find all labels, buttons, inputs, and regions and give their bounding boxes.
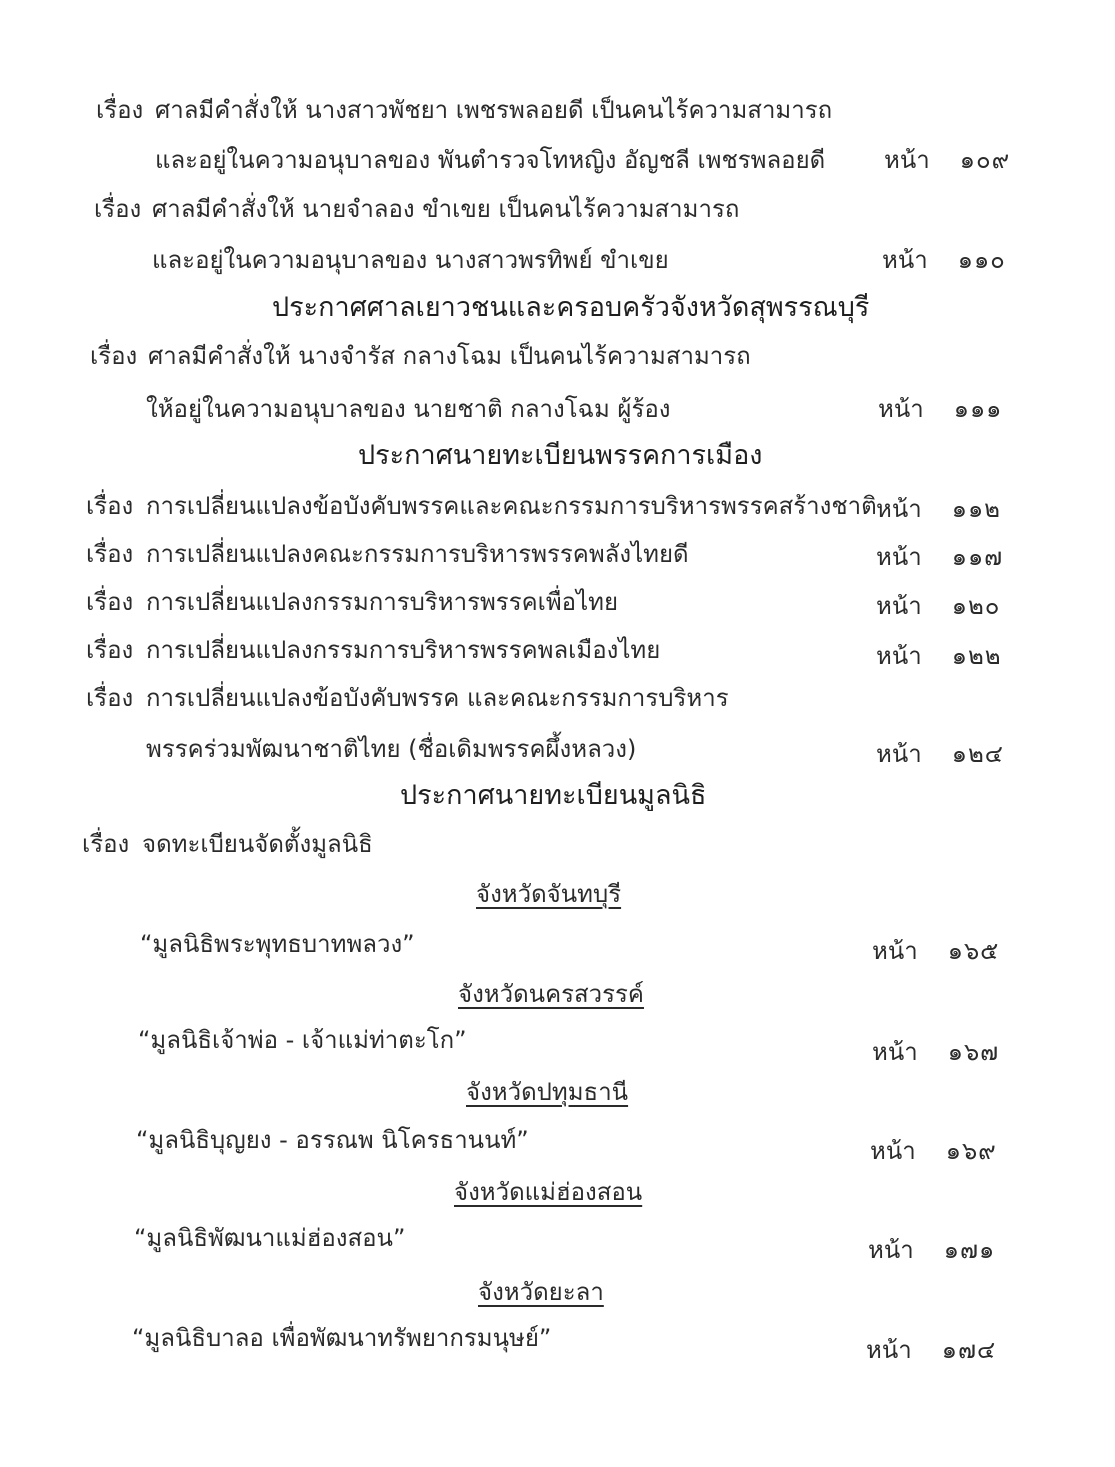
page-number: ๑๑๗	[951, 543, 1004, 571]
page-label: หน้า	[884, 146, 930, 174]
page-label: หน้า	[876, 543, 922, 571]
page-number: ๑๒๐	[951, 592, 1001, 620]
page-label: หน้า	[868, 1236, 914, 1264]
page-ref	[872, 1036, 999, 1068]
page-label: หน้า	[882, 246, 928, 274]
province-heading: จังหวัดยะลา	[478, 1278, 604, 1306]
page-ref	[866, 1334, 996, 1366]
province-heading: จังหวัดจันทบุรี	[476, 880, 622, 908]
entry-text-line: การเปลี่ยนแปลงข้อบังคับพรรค และคณะกรรมการบริหาร	[146, 684, 729, 712]
page-label: หน้า	[876, 642, 922, 670]
page-number: ๑๑๒	[951, 495, 1001, 523]
entry-text-line: การเปลี่ยนแปลงกรรมการบริหารพรรคพลเมืองไทย	[146, 636, 661, 664]
page-label: หน้า	[878, 395, 924, 423]
page-ref	[876, 493, 1001, 525]
entry-text-line: จดทะเบียนจัดตั้งมูลนิธิ	[142, 830, 373, 858]
entry-text-line: การเปลี่ยนแปลงกรรมการบริหารพรรคเพื่อไทย	[146, 588, 619, 616]
entry-label: เรื่อง	[86, 492, 134, 520]
entry-text-line: ศาลมีคำสั่งให้ นางสาวพัชยา เพชรพลอยดี เป็นคนไร้ความสามารถ	[155, 96, 833, 124]
entry-label: เรื่อง	[90, 342, 138, 370]
entry-label: เรื่อง	[94, 195, 142, 223]
page-ref	[882, 244, 1006, 276]
page-number: ๑๑๑	[953, 395, 1003, 423]
entry-text-line: การเปลี่ยนแปลงข้อบังคับพรรคและคณะกรรมการบริหารพรรคสร้างชาติ	[146, 492, 877, 520]
page-ref	[876, 590, 1000, 622]
entry-text-line: และอยู่ในความอนุบาลของ พันตำรวจโทหญิง อัญชลี เพชรพลอยดี	[155, 146, 826, 174]
page-label: หน้า	[866, 1336, 912, 1364]
page-number: ๑๒๒	[951, 642, 1002, 670]
page-ref	[870, 1135, 997, 1167]
page-number: ๑๖๗	[947, 1038, 1000, 1066]
province-heading: จังหวัดนครสวรรค์	[458, 980, 644, 1008]
section-heading: ประกาศนายทะเบียนมูลนิธิ	[400, 780, 707, 811]
entry-text-line: และอยู่ในความอนุบาลของ นางสาวพรทิพย์ ขำเขย	[152, 246, 669, 274]
page-label: หน้า	[876, 495, 922, 523]
page-ref	[884, 144, 1010, 176]
page-number: ๑๑๐	[957, 246, 1006, 274]
page-number: ๑๗๑	[943, 1236, 996, 1264]
page-label: หน้า	[872, 1038, 918, 1066]
page-number: ๑๖๙	[945, 1137, 997, 1165]
entry-label: เรื่อง	[86, 588, 134, 616]
page-ref	[876, 738, 1004, 770]
page-label: หน้า	[876, 592, 922, 620]
page-number: ๑๖๕	[947, 937, 1000, 965]
entry-label: เรื่อง	[86, 636, 134, 664]
page-ref	[868, 1234, 995, 1266]
foundation-name: “มูลนิธิบุญยง - อรรณพ นิโครธานนท์”	[136, 1126, 529, 1154]
entry-label: เรื่อง	[86, 540, 134, 568]
entry-label: เรื่อง	[96, 96, 144, 124]
page-label: หน้า	[876, 740, 922, 768]
entry-label: เรื่อง	[82, 830, 130, 858]
foundation-name: “มูลนิธิพระพุทธบาทพลวง”	[140, 930, 415, 958]
page-ref	[876, 640, 1002, 672]
foundation-name: “มูลนิธิบาลอ เพื่อพัฒนาทรัพยากรมนุษย์”	[132, 1324, 552, 1352]
province-heading: จังหวัดแม่ฮ่องสอน	[454, 1178, 643, 1206]
section-heading: ประกาศนายทะเบียนพรรคการเมือง	[358, 440, 763, 471]
entry-text-line: ศาลมีคำสั่งให้ นายจำลอง ขำเขย เป็นคนไร้ความสามารถ	[152, 195, 740, 223]
page-ref	[872, 935, 999, 967]
entry-text-line: ศาลมีคำสั่งให้ นางจำรัส กลางโฉม เป็นคนไร้ความสามารถ	[148, 342, 751, 370]
entry-label: เรื่อง	[86, 684, 134, 712]
entry-text-line: ให้อยู่ในความอนุบาลของ นายชาติ กลางโฉม ผู้ร้อง	[146, 395, 671, 423]
foundation-name: “มูลนิธิเจ้าพ่อ - เจ้าแม่ท่าตะโก”	[138, 1026, 467, 1054]
page-number: ๑๗๔	[941, 1336, 997, 1364]
section-heading: ประกาศศาลเยาวชนและครอบครัวจังหวัดสุพรรณบุรี	[272, 292, 870, 323]
province-heading: จังหวัดปทุมธานี	[466, 1078, 629, 1106]
page-label: หน้า	[870, 1137, 916, 1165]
page-ref	[878, 393, 1002, 425]
entry-text-line: การเปลี่ยนแปลงคณะกรรมการบริหารพรรคพลังไทยดี	[146, 540, 689, 568]
page-number: ๑๒๔	[951, 740, 1004, 768]
foundation-name: “มูลนิธิพัฒนาแม่ฮ่องสอน”	[134, 1224, 406, 1252]
page-number: ๑๐๙	[959, 146, 1011, 174]
page-label: หน้า	[872, 937, 918, 965]
page-ref	[876, 541, 1003, 573]
entry-text-line: พรรคร่วมพัฒนาชาติไทย (ชื่อเดิมพรรคผึ้งหลวง)	[146, 735, 637, 763]
